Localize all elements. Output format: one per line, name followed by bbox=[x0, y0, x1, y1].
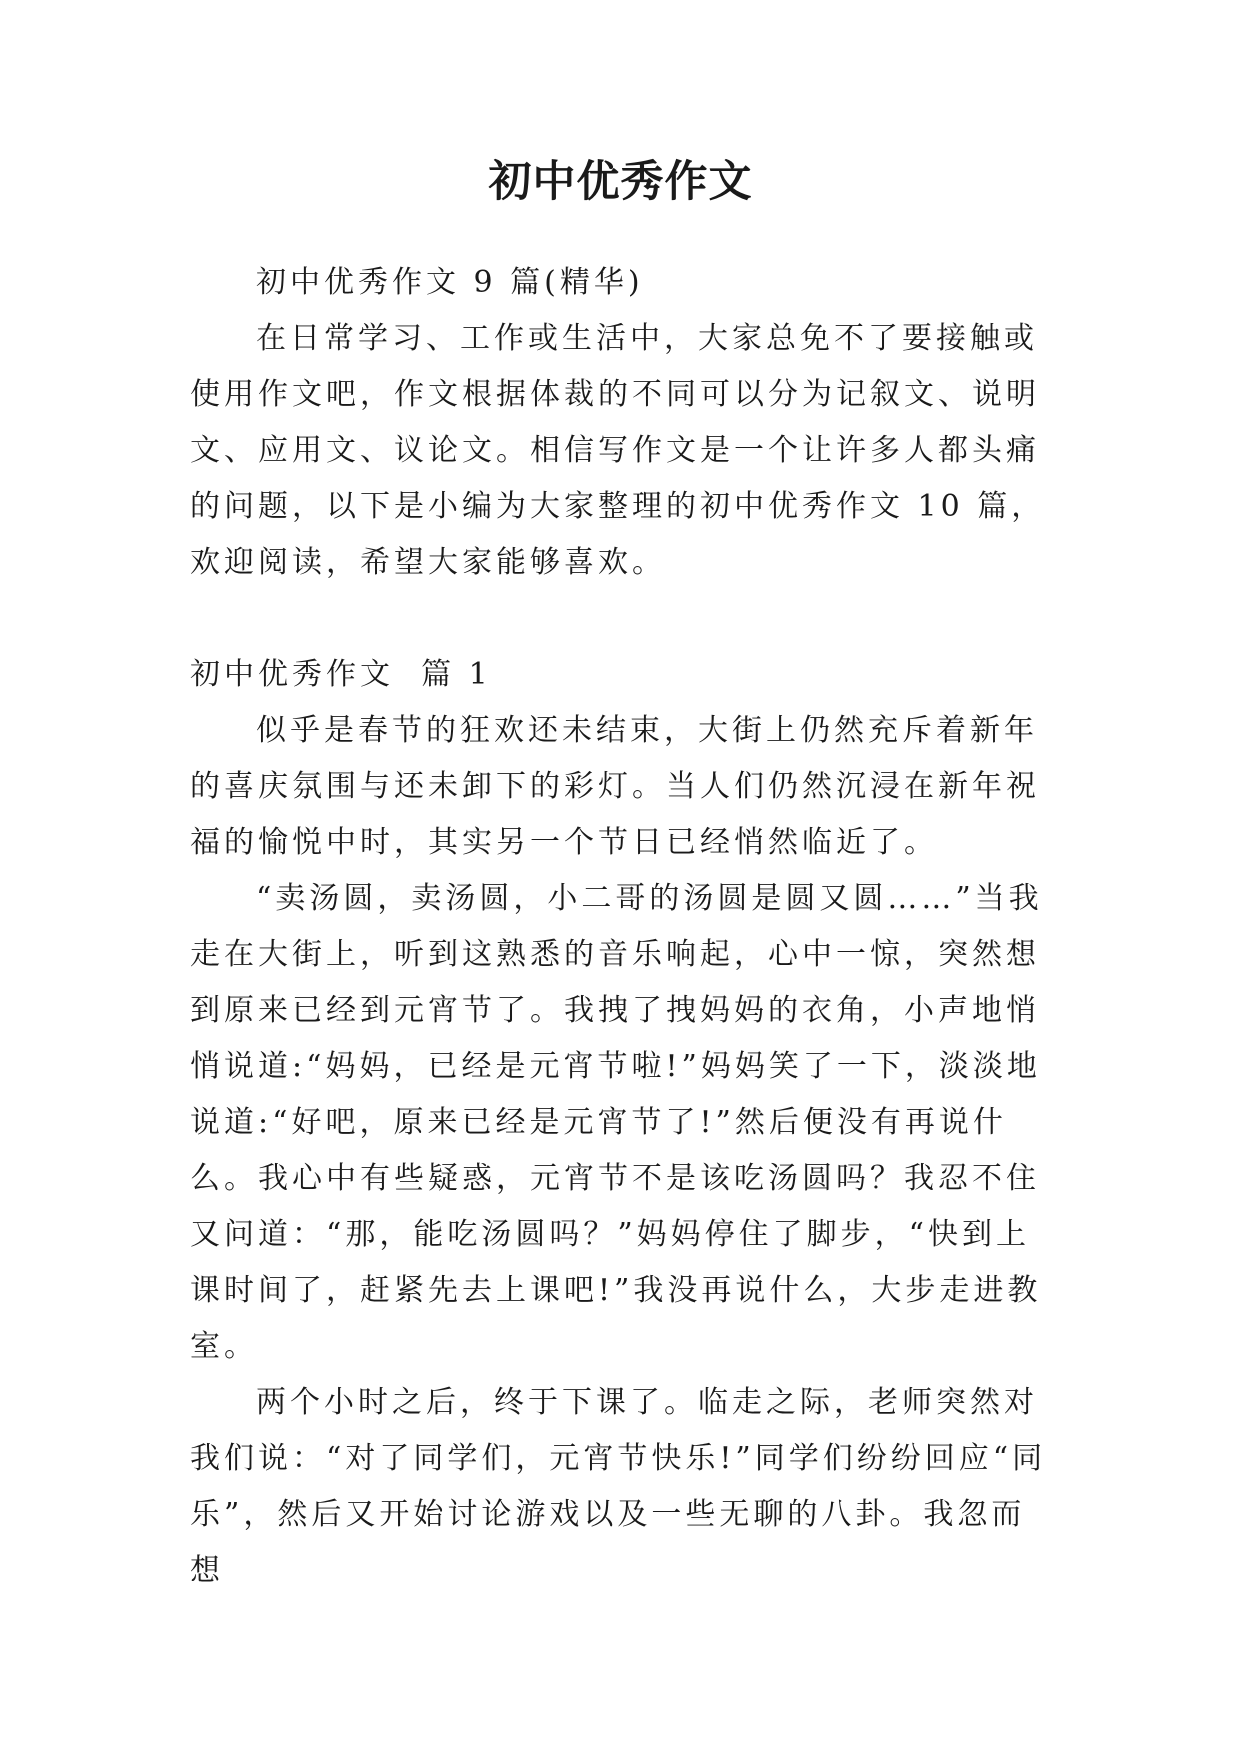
intro-paragraph: 在日常学习、工作或生活中，大家总免不了要接触或使用作文吧，作文根据体裁的不同可以分为记叙文、说明文、应用文、议论文。相信写作文是一个让许多人都头痛的问题，以下是小编为大家整理的初中优秀作文 10 篇，欢迎阅读，希望大家能够喜欢。 bbox=[190, 321, 1046, 580]
document-title: 初中优秀作文 bbox=[488, 157, 753, 207]
body-paragraph: “卖汤圆，卖汤圆，小二哥的汤圆是圆又圆……”当我走在大街上，听到这熟悉的音乐响起，心中一惊，突然想到原来已经到元宵节了。我拽了拽妈妈的衣角，小声地悄悄说道:“妈妈，已经是元宵节啦!”妈妈笑了一下，淡淡地说道:“好吧，原来已经是元宵节了!”然后便没有再说什么。我心中有些疑惑，元宵节不是该吃汤圆吗？我忍不住又问道：“那，能吃汤圆吗？”妈妈停住了脚步，“快到上课时间了，赶紧先去上课吧!”我没再说什么，大步走进教室。 bbox=[190, 881, 1043, 1364]
section-heading: 初中优秀作文 篇 1 bbox=[190, 657, 492, 692]
spacer bbox=[190, 591, 1048, 647]
document-subtitle: 初中优秀作文 9 篇(精华) bbox=[256, 265, 644, 300]
body-paragraph: 两个小时之后，终于下课了。临走之际，老师突然对我们说：“对了同学们，元宵节快乐!”同学们纷纷回应“同乐”，然后又开始讨论游戏以及一些无聊的八卦。我忽而想 bbox=[190, 1385, 1047, 1588]
document-body bbox=[190, 255, 1048, 1599]
body-paragraph: 似乎是春节的狂欢还未结束，大街上仍然充斥着新年的喜庆氛围与还未卸下的彩灯。当人们仍然沉浸在新年祝福的愉悦中时，其实另一个节日已经悄然临近了。 bbox=[190, 713, 1040, 860]
